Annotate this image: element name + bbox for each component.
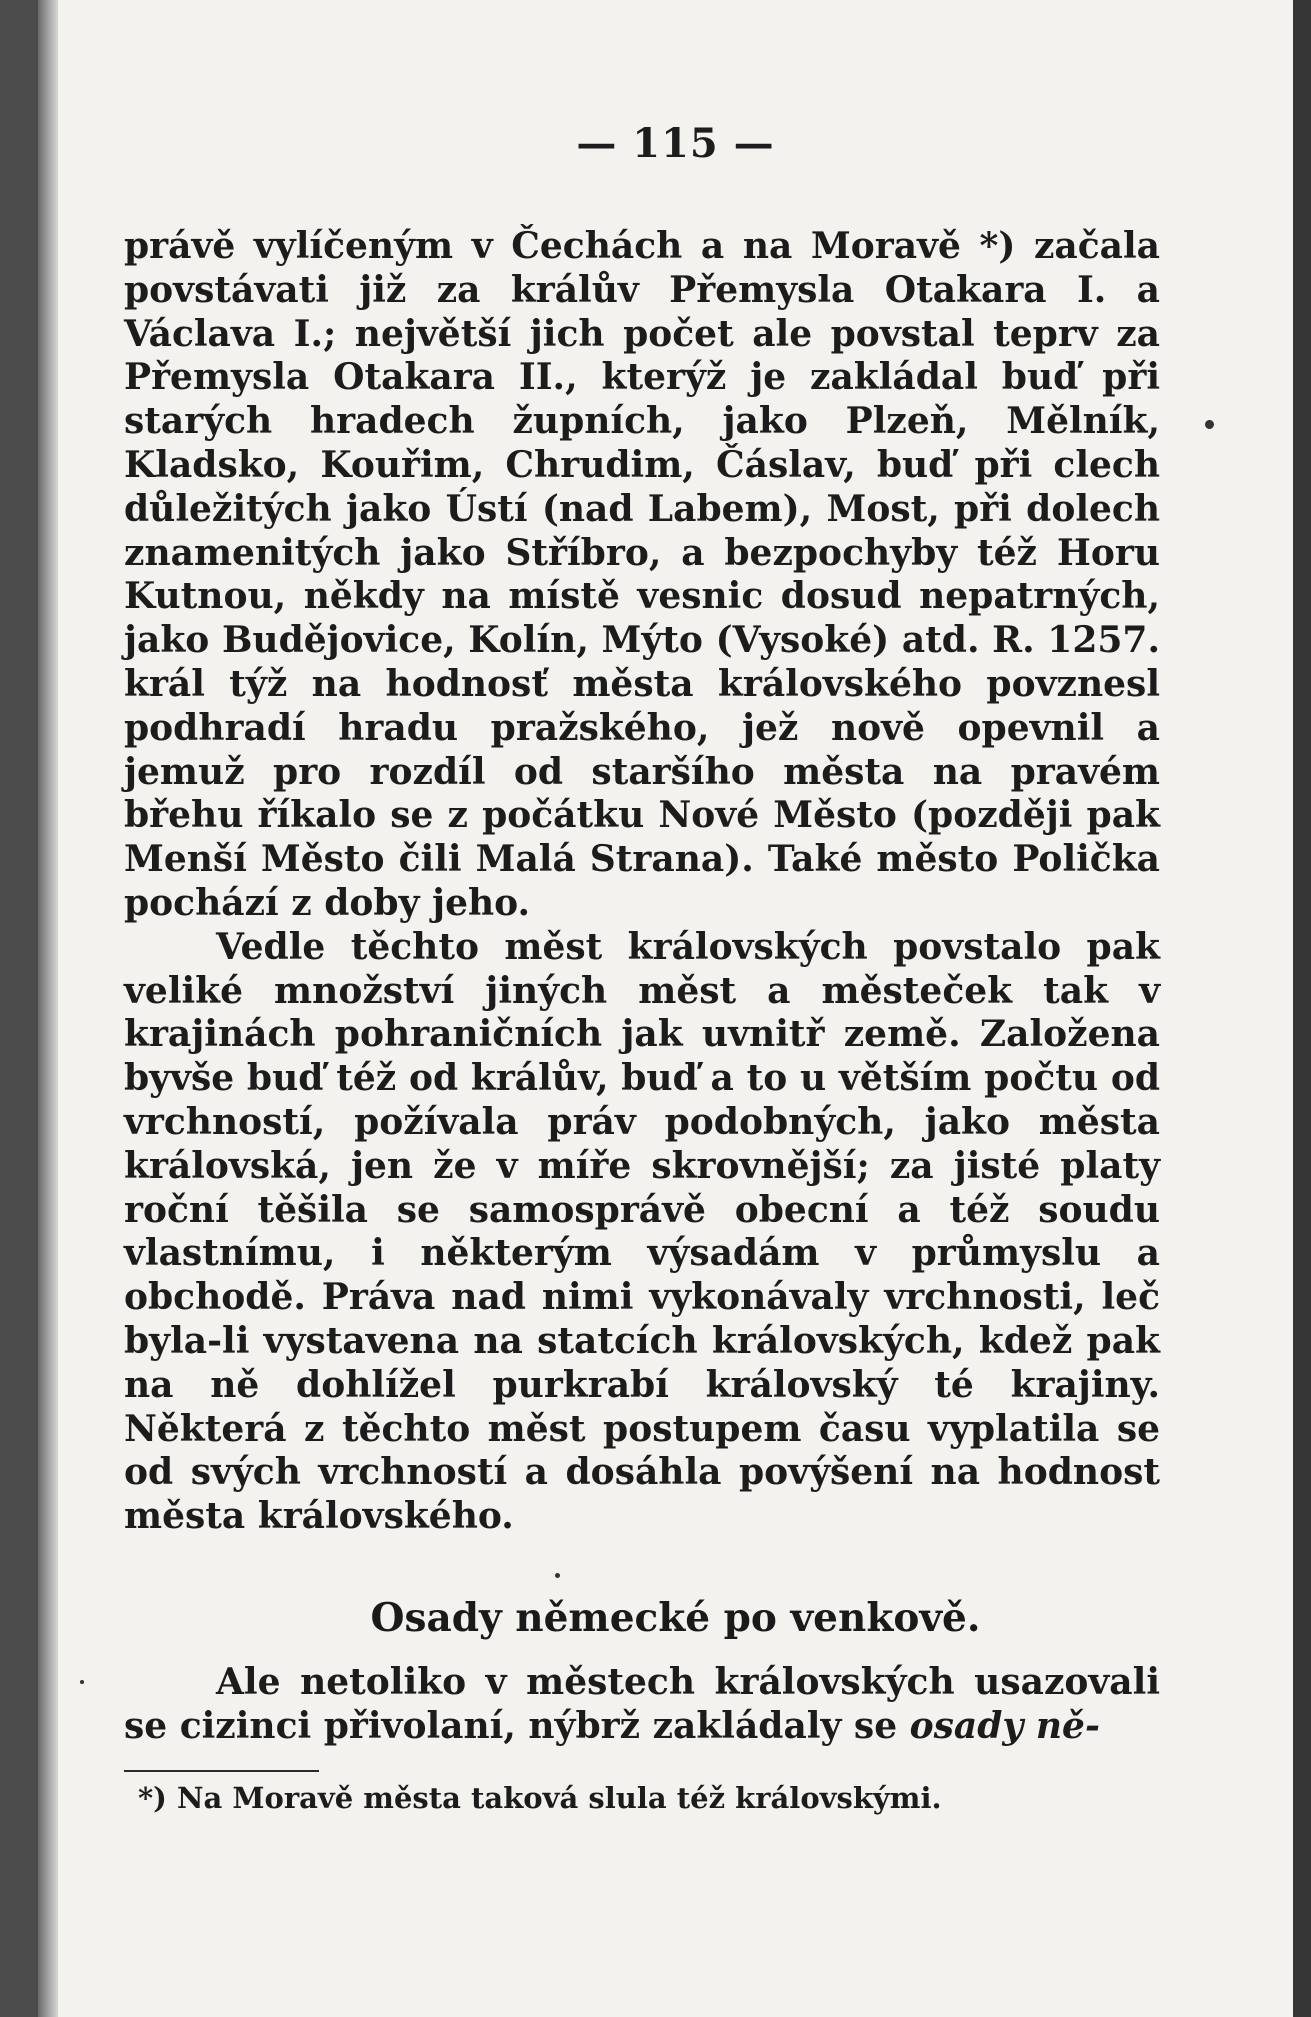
paragraph-3-text: Ale netoliko v městech královských usazovali se cizinci přivolaní, nýbrž zakládaly se <box>124 1661 1160 1747</box>
paragraph-3 <box>124 1660 1160 1748</box>
book-page <box>58 0 1293 2017</box>
section-heading: Osady německé po venkově. <box>370 1595 981 1641</box>
scan-right-edge <box>1293 0 1311 2017</box>
main-text <box>124 225 1160 1539</box>
footnote-rule <box>124 1770 319 1772</box>
ink-speck <box>555 1573 560 1578</box>
scan-left-margin <box>0 0 58 2017</box>
page-number: — 115 — <box>576 120 775 167</box>
ink-speck <box>80 1680 84 1684</box>
section-text <box>124 1660 1160 1748</box>
paragraph-3-italic: osady ně- <box>909 1705 1100 1747</box>
footnote: *) Na Moravě města taková slula též královskými. <box>138 1781 942 1815</box>
paragraph-2: Vedle těchto měst královských povstalo pak veliké množství jiných měst a městeček tak v krajinách pohraničních jak uvnitř země. Založena byvše buď též od králův, buď a to u větším počtu od vrchností, požívala práv podobných, jako města královská, jen že v míře skrovnější; za jisté platy roční těšila se samosprávě obecní a též soudu vlastnímu, i některým výsadám v průmyslu a obchodě. Práva nad nimi vykonávaly vrchnosti, leč byla-li vystavena na statcích královských, kdež pak na ně dohlížel purkrabí královský té krajiny. Některá z těchto měst postupem času vyplatila se od svých vrchností a dosáhla povýšení na hodnost města královského. <box>124 925 1160 1538</box>
ink-speck <box>1203 418 1215 430</box>
paragraph-1: právě vylíčeným v Čechách a na Moravě *) začala povstávati již za králův Přemysla Otakara I. a Václava I.; největší jich počet ale povstal teprv za Přemysla Otakara II., kterýž je zakládal buď při starých hradech župních, jako Plzeň, Mělník, Kladsko, Kouřim, Chrudim, Čáslav, buď při clech důležitých jako Ústí (nad Labem), Most, při dolech znamenitých jako Stříbro, a bezpochyby též Horu Kutnou, někdy na místě vesnic dosud nepatrných, jako Budějovice, Kolín, Mýto (Vysoké) atd. R. 1257. král týž na hodnosť města královského povznesl podhradí hradu pražského, jež nově opevnil a jemuž pro rozdíl od staršího města na pravém břehu říkalo se z počátku Nové Město (později pak Menší Město čili Malá Strana). Také město Polička pochází z doby jeho. <box>124 225 1160 924</box>
